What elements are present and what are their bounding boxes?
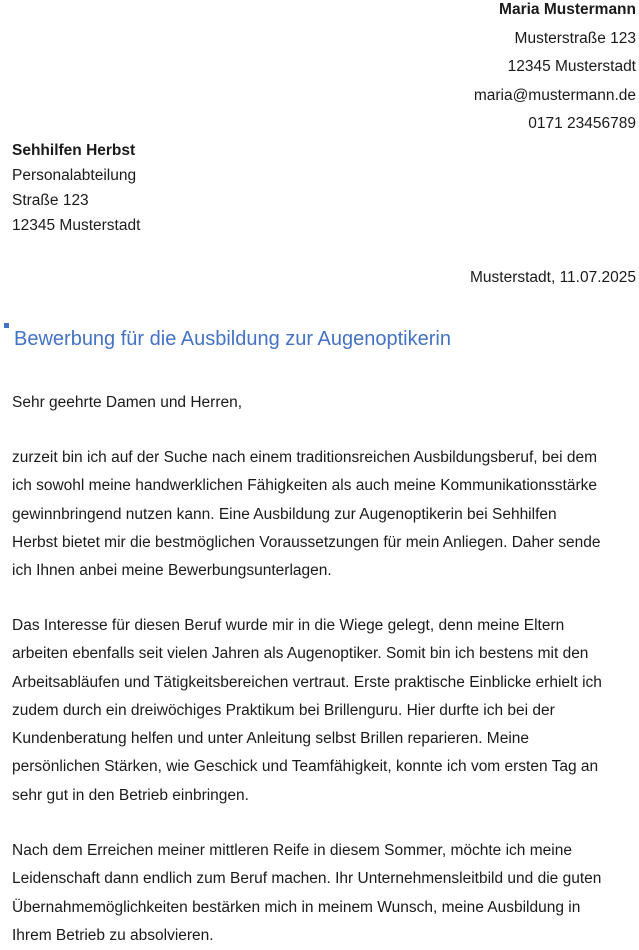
sender-address-block (474, 0, 636, 139)
recipient-company: Sehhilfen Herbst (12, 142, 136, 159)
body-paragraph-3 (12, 837, 637, 950)
subject-heading: Bewerbung für die Ausbildung zur Augenoptikerin (14, 328, 451, 350)
sender-email: maria@mustermann.de (473, 86, 636, 104)
recipient-street: Straße 123 (12, 192, 89, 209)
sender-name: Maria Mustermann (499, 1, 636, 18)
subject-marker (4, 323, 9, 328)
sender-city: 12345 Musterstadt (507, 58, 636, 75)
salutation: Sehr geehrte Damen und Herren, (12, 394, 243, 411)
paragraph-line: Nach dem Erreichen meiner mittleren Reife in diesem Sommer, möchte ich meine (12, 842, 572, 859)
paragraph-line: sehr gut in den Betrieb einbringen. (12, 786, 249, 804)
paragraph-line: Herbst bietet mir die bestmöglichen Voraussetzungen für mein Anliegen. Daher sende (12, 533, 601, 551)
date-line: Musterstadt, 11.07.2025 (469, 269, 636, 286)
paragraph-line: Übernahmemöglichkeiten bestärken mich in meinem Wunsch, meine Ausbildung in (12, 898, 581, 916)
paragraph-line: zurzeit bin ich auf der Suche nach einem traditionsreichen Ausbildungsberuf, bei dem (12, 449, 598, 466)
recipient-address-block (12, 138, 140, 238)
paragraph-line: ich Ihnen anbei meine Bewerbungsunterlagen. (12, 562, 332, 580)
paragraph-line: Das Interesse für diesen Beruf wurde mir in die Wiege gelegt, denn meine Eltern (12, 617, 565, 634)
paragraph-line: Kundenberatung helfen und unter Anleitung selbst Brillen reparieren. Meine (12, 730, 530, 748)
paragraph-line: zudem durch ein dreiwöchiges Praktikum bei Brillenguru. Hier durfte ich bei der (12, 701, 555, 719)
paragraph-line: Ihrem Betrieb zu absolvieren. (12, 926, 214, 944)
sender-phone: 0171 23456789 (528, 115, 636, 132)
body-paragraph-1 (12, 444, 637, 585)
body-paragraph-2 (12, 612, 637, 810)
paragraph-line: arbeiten ebenfalls seit vielen Jahren als Augenoptiker. Somit bin ich bestens mit den (12, 645, 589, 663)
recipient-city: 12345 Musterstadt (12, 217, 141, 234)
paragraph-line: ich sowohl meine handwerklichen Fähigkeiten als auch meine Kommunikationsstärke (12, 477, 597, 495)
paragraph-line: Arbeitsabläufen und Tätigkeitsbereichen vertraut. Erste praktische Einblicke erhielt ich (12, 673, 602, 691)
paragraph-line: gewinnbringend nutzen kann. Eine Ausbildung zur Augenoptikerin bei Sehhilfen (12, 505, 557, 523)
recipient-department: Personalabteilung (12, 167, 137, 184)
paragraph-line: persönlichen Stärken, wie Geschick und Teamfähigkeit, konnte ich vom ersten Tag an (12, 758, 599, 776)
paragraph-line: Leidenschaft dann endlich zum Beruf machen. Ihr Unternehmensleitbild und die guten (12, 870, 602, 888)
sender-street: Musterstraße 123 (514, 29, 636, 47)
